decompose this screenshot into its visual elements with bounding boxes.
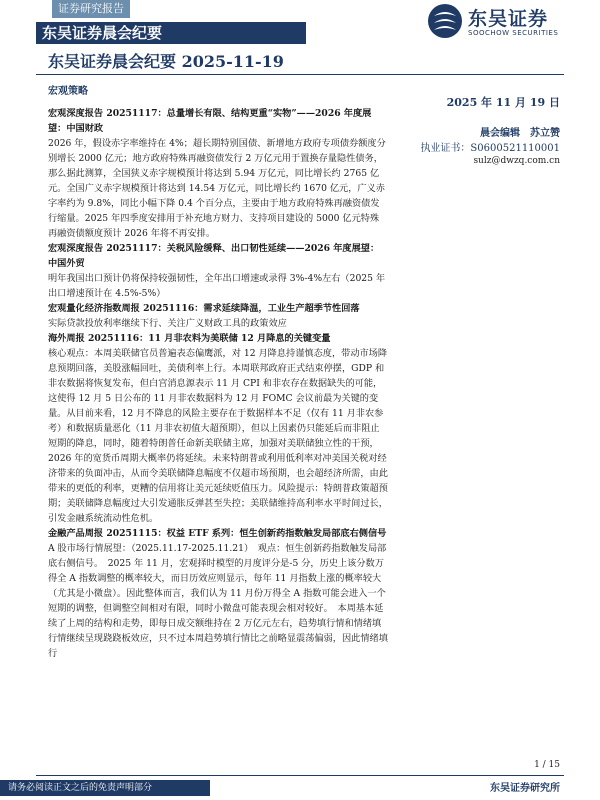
logo-text: 东吴证券 [468,8,549,30]
article-body: A 股市场行情展望：（2025.11.17-2025.11.21） 观点：恒生创新药指数触发局部底右侧信号。 2025 年 11 月，宏观择时模型的月度评分是-5 分，历史上该分数万得全 A 指数调整的概率较大，而日历效应则显示，每年 11 月指数上涨的概率较大（尤其是小微盘）。因此整体而言，我们认为 11 月份万得全 A 指数可能会进入一个短期的调整，但调整空间相对有限，同时小微盘可能表现会相对较好。 本周基本延续了上周的结构和走势，即每日成交额维持在 2 万亿元左右，趋势填行情和情绪填行情继续呈现跷跷板效应，只不过本周趋势填行情比之前略显震荡偏弱，因此情绪填行 [48,543,388,659]
logo-subtext: SOOCHOW SECURITIES [468,29,559,37]
article-heading: 金融产品周报 20251115：权益 ETF 系列：恒生创新药指数触发局部底右侧信号 [48,528,387,539]
article-body: 明年我国出口预计仍将保持较强韧性，全年出口增速或录得 3%-4%左右（2025 年出口增速预计在 4.5%-5%） [48,273,386,299]
article-heading: 宏观深度报告 20251117：总量增长有限、结构更重“实物”——2026 年度展望：中国财政 [48,108,372,134]
article-heading: 宏观深度报告 20251117：关税风险缓释、出口韧性延续——2026 年度展望：中国外贸 [48,243,380,269]
section-label: 宏观策略 [48,86,88,97]
page-title: 东吴证券晨会纪要 2025-11-19 [48,52,284,71]
article-heading: 宏观量化经济指数周报 20251116：需求延续降温，工业生产超季节性回落 [48,303,360,314]
license-number: 执业证书：S0600521110001 [420,143,560,154]
article-body: 核心观点：本周美联储官员普遍表态偏鹰派，对 12 月降息持谨慎态度，带动市场降息预期回落，美股涨幅回吐，美债利率上行。本周联邦政府正式结束停摆，GDP 和非农数据将恢复发布，但白宫消息源表示 11 月 CPI 和非农存在数据缺失的可能，这使得 12 月 5 日公布的 11 月非农数据料为 12 月 FOMC 会议前最为关键的变量。从目前来看，12 月不降息的风险主要存在于数据样本不足（仅有 11 月非农参考）和数据质量恶化（11 月非农初值大超预期），但以上因素仍只能延后而非阻止短期的降息，同时，随着特朗普任命新美联储主席，加强对美联储独立性的干预，2026 年的宽货币周期大概率仍将延续。未来特朗普或利用低利率对冲美国关税对经济带来的负面冲击，从而令美联储降息幅度不仅超市场预期，也会超经济所需，由此带来的更低的利率，更糟的信用将让美元延续贬值压力。风险提示：特朗普政策超预期；美联储降息幅度过大引发通胀反弹甚至失控；美联储维持高利率水平时间过长，引发金融系统流动性危机。 [48,348,388,524]
page-number: 1 / 15 [534,760,560,770]
footer-divider [36,775,564,776]
article-body: 2026 年，假设赤字率维持在 4%；超长期特别国债、新增地方政府专项债券额度分别增长 2000 亿元；地方政府特殊再融资债发行 2 万亿元用于置换存量隐性债务，那么据此测算，全国狭义赤字规模预计将达到 5.94 万亿元，同比增长约 2765 亿元。全国广义赤字规模预计将达到 14.54 万亿元，同比增长约 1670 亿元，广义赤字率约为 9.8%，同比小幅下降 0.4 个百分点，主要由于地方政府特殊再融资债发行缩量。2025 年四季度安排用于补充地方财力、支持项目建设的 5000 亿元特殊再融资债额度预计 2026 年将不再安排。 [48,138,386,239]
article-heading: 海外周报 20251116：11 月非农料为美联储 12 月降息的关键变量 [48,333,331,344]
editor-name: 晨会编辑 苏立赞 [480,128,560,139]
footer-brand: 东吴证券研究所 [490,783,560,794]
disclaimer-banner: 请务必阅读正文之后的免责声明部分 [0,780,210,796]
report-content [48,106,388,661]
article-body: 实际贷款投放利率继续下行、关注广义财政工具的政策效应 [48,318,287,329]
report-banner: 东吴证券晨会纪要 [36,22,306,44]
header-divider [36,74,564,75]
logo-mark-icon [426,2,464,40]
company-logo [426,2,576,42]
report-date: 2025 年 11 月 19 日 [446,96,560,109]
report-type-label: 证券研究报告 [52,0,130,18]
editor-email: sulz@dwzq.com.cn [473,156,560,166]
